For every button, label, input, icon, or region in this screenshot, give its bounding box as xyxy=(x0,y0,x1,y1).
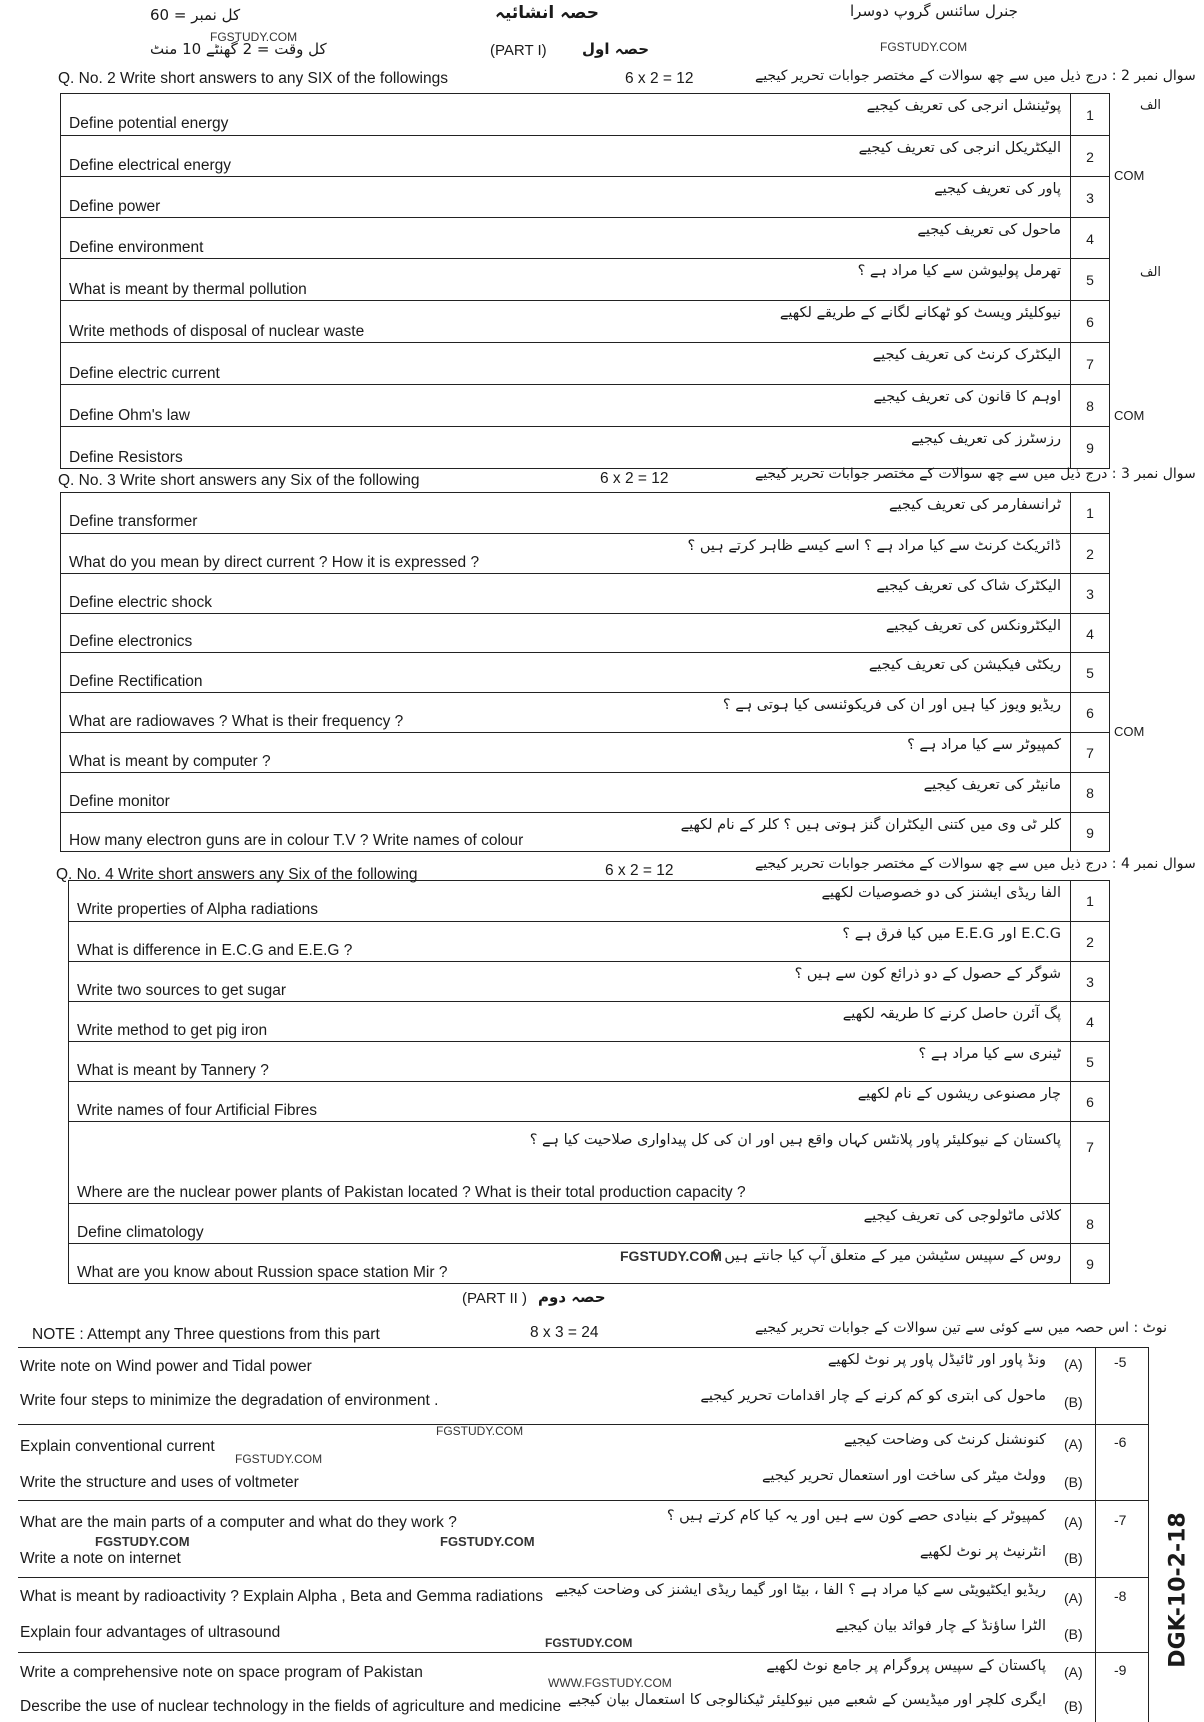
table-row xyxy=(69,1121,1109,1204)
q3-item-num: 9 xyxy=(1086,824,1094,841)
q9-a-ur: پاکستان کے سپیس پروگرام پر جامع نوٹ لکھیے xyxy=(766,1658,1046,1674)
table-row xyxy=(61,426,1109,469)
q9-b-en: Describe the use of nuclear technology in the fields of agriculture and medicine xyxy=(20,1698,562,1715)
q2-item-num: 2 xyxy=(1086,148,1094,165)
q2-item-num: 7 xyxy=(1086,356,1094,372)
q3-item-num: 1 xyxy=(1086,505,1094,521)
part2-label: (PART II ) xyxy=(462,1290,528,1307)
part2-note: NOTE : Attempt any Three questions from this part xyxy=(32,1326,380,1343)
q4-item-en: What are you know about Russion space station Mir ? xyxy=(77,1264,448,1281)
q5-b-en: Write four steps to minimize the degradation of environment . xyxy=(20,1392,439,1409)
q7-b-ur: انٹرنیٹ پر نوٹ لکھیے xyxy=(919,1544,1046,1560)
q3-table xyxy=(60,492,1110,852)
watermark: FGSTUDY.COM xyxy=(235,1452,323,1466)
q4-marks: 6 x 2 = 12 xyxy=(605,862,674,879)
q3-item-num: 7 xyxy=(1086,745,1094,761)
q9-b-ur: ایگری کلچر اور میڈیسن کے شعبے میں نیوکلیئر ٹیکنالوجی کا استعمال بیان کیجیے xyxy=(568,1692,1046,1708)
table-row xyxy=(69,1081,1109,1122)
q4-item-num: 4 xyxy=(1086,1014,1094,1030)
q6-b-en: Write the structure and uses of voltmeter xyxy=(20,1474,299,1491)
part1-urdu: حصہ اول xyxy=(582,40,650,58)
q3-item-en: What are radiowaves ? What is their frequency ? xyxy=(69,713,404,730)
table-row xyxy=(61,692,1109,733)
q3-item-ur: ریکٹی فیکیشن کی تعریف کیجیے xyxy=(868,657,1061,673)
q2-item-ur: نیوکلیئر ویسٹ کو ٹھکانے لگانے کے طریقے لکھیے xyxy=(779,305,1061,321)
q4-item-ur: کلائی ماٹولوجی کی تعریف کیجیے xyxy=(863,1208,1061,1224)
q2-marks: 6 x 2 = 12 xyxy=(625,70,694,87)
q3-item-en: How many electron guns are in colour T.V ? Write names of colour xyxy=(69,832,524,849)
q3-item-num: 8 xyxy=(1086,785,1094,801)
q7-b-en: Write a note on internet xyxy=(20,1550,181,1567)
q8-b-ur: الٹرا ساؤنڈ کے چار فوائد بیان کیجیے xyxy=(835,1618,1046,1634)
q3-item-ur: الیکٹرونکس کی تعریف کیجیے xyxy=(885,618,1061,634)
q3-item-ur: مانیٹر کی تعریف کیجیے xyxy=(923,777,1061,793)
table-row xyxy=(69,1001,1109,1042)
q3-item-en: Define monitor xyxy=(69,793,170,810)
q3-item-en: Define transformer xyxy=(69,513,198,530)
q6-a-en: Explain conventional current xyxy=(20,1438,215,1455)
q3-item-en: What is meant by computer ? xyxy=(69,753,271,770)
q2-item-en: Define power xyxy=(69,198,161,215)
q4-item-ur: E.C.G اور E.E.G میں کیا فرق ہے ؟ xyxy=(842,926,1061,942)
q8-a-en: What is meant by radioactivity ? Explain Alpha , Beta and Gemma radiations xyxy=(20,1588,543,1605)
watermark: FGSTUDY.COM xyxy=(880,40,968,54)
q4-item-num: 8 xyxy=(1086,1216,1094,1232)
table-row xyxy=(69,881,1109,921)
table-row xyxy=(69,921,1109,962)
watermark: FGSTUDY.COM xyxy=(545,1636,633,1650)
table-row xyxy=(61,652,1109,693)
q4-item-ur: شوگر کے حصول کے دو ذرائع کون سے ہیں ؟ xyxy=(794,966,1061,982)
q3-item-en: Define electronics xyxy=(69,633,193,650)
q2-item-ur: الیکٹرک کرنٹ کی تعریف کیجیے xyxy=(872,347,1061,363)
q2-heading: Q. No. 2 Write short answers to any SIX of the followings xyxy=(58,70,448,87)
q3-heading: Q. No. 3 Write short answers any Six of the following xyxy=(58,472,420,489)
q2-item-num: 3 xyxy=(1086,189,1094,206)
q5-a-label: (A) xyxy=(1064,1356,1083,1372)
q4-item-en: Write names of four Artificial Fibres xyxy=(77,1102,318,1119)
table-row xyxy=(61,493,1109,533)
q9-a-en: Write a comprehensive note on space program of Pakistan xyxy=(20,1664,423,1681)
table-row xyxy=(61,258,1109,301)
table-row xyxy=(61,613,1109,653)
side-mark: الف xyxy=(1140,98,1162,113)
table-row xyxy=(61,300,1109,343)
q5-num: -5 xyxy=(1114,1354,1127,1370)
q4-item-num: 2 xyxy=(1086,934,1094,950)
side-mark: COM xyxy=(1114,408,1145,423)
q4-item-num: 6 xyxy=(1086,1094,1094,1110)
q4-item-ur: الفا ریڈی ایشنز کی دو خصوصیات لکھیے xyxy=(821,885,1061,901)
watermark: FGSTUDY.COM xyxy=(210,30,298,44)
q6-b-ur: وولٹ میٹر کی ساخت اور استعمال تحریر کیجیے xyxy=(761,1468,1046,1484)
paper-title: حصہ انشائیہ xyxy=(495,3,600,23)
q3-item-num: 5 xyxy=(1086,665,1094,681)
q2-heading-urdu: سوال نمبر 2 : درج ذیل میں سے چھ سوالات کے مختصر جوابات تحریر کیجیے xyxy=(755,68,1196,84)
q8-a-ur: ریڈیو ایکٹیویٹی سے کیا مراد ہے ؟ الفا ، بیٹا اور گیما ریڈی ایشنز کی وضاحت کیجیے xyxy=(554,1582,1046,1598)
q8-b-en: Explain four advantages of ultrasound xyxy=(20,1624,281,1641)
q2-table xyxy=(60,93,1110,469)
q5-b-label: (B) xyxy=(1064,1394,1083,1410)
q8-a-label: (A) xyxy=(1064,1590,1083,1606)
q4-item-ur: چار مصنوعی ریشوں کے نام لکھیے xyxy=(857,1086,1061,1102)
q6-a-label: (A) xyxy=(1064,1436,1083,1452)
q3-item-num: 4 xyxy=(1086,625,1094,642)
q2-item-num: 4 xyxy=(1086,230,1094,247)
side-mark: COM xyxy=(1114,724,1145,739)
q2-item-en: Define Ohm's law xyxy=(69,407,190,424)
q2-item-ur: پوٹینشل انرجی کی تعریف کیجیے xyxy=(866,98,1061,114)
q9-num: -9 xyxy=(1114,1662,1127,1678)
q4-item-ur: ٹینری سے کیا مراد ہے ؟ xyxy=(918,1046,1061,1062)
q9-b-label: (B) xyxy=(1064,1698,1083,1714)
table-row xyxy=(61,533,1109,574)
q4-item-num: 1 xyxy=(1086,893,1094,909)
q4-item-ur: پگ آئرن حاصل کرنے کا طریقہ لکھیے xyxy=(842,1006,1061,1022)
q2-item-ur: ماحول کی تعریف کیجیے xyxy=(917,222,1061,238)
q3-item-num: 3 xyxy=(1086,586,1094,602)
q4-item-ur: پاکستان کے نیوکلیئر پاور پلانٹس کہاں واقع ہیں اور ان کی کل پیداواری صلاحیت کیا ہے ؟ xyxy=(529,1132,1061,1148)
part2-urdu: حصہ دوم xyxy=(538,1288,606,1306)
subject-group: جنرل سائنس گروپ دوسرا xyxy=(850,2,1018,20)
q3-item-en: Define electric shock xyxy=(69,594,213,611)
q3-item-en: Define Rectification xyxy=(69,673,203,690)
q2-item-en: Define environment xyxy=(69,239,204,256)
paper-code: DGK-10-2-18 xyxy=(1165,1512,1191,1668)
q2-item-num: 1 xyxy=(1086,106,1094,123)
q4-item-num: 7 xyxy=(1086,1138,1094,1155)
table-row xyxy=(61,217,1109,259)
q2-item-num: 5 xyxy=(1086,272,1094,288)
q3-item-ur: ڈائریکٹ کرنٹ سے کیا مراد ہے ؟ اسے کیسے ظاہر کرتے ہیں ؟ xyxy=(687,538,1061,554)
q3-item-ur: ٹرانسفارمر کی تعریف کیجیے xyxy=(889,497,1061,513)
q4-item-num: 3 xyxy=(1086,974,1094,990)
q6-a-ur: کنونشنل کرنٹ کی وضاحت کیجیے xyxy=(843,1432,1046,1448)
q7-a-ur: کمپیوٹر کے بنیادی حصے کون سے ہیں اور یہ کیا کام کرتے ہیں ؟ xyxy=(666,1508,1046,1524)
q2-item-en: Define electrical energy xyxy=(69,157,231,174)
table-row xyxy=(69,1041,1109,1082)
total-time: کل وقت = 2 گھنٹے 10 منٹ xyxy=(150,40,327,58)
q3-heading-urdu: سوال نمبر 3 : درج ذیل میں سے چھ سوالات کے مختصر جوابات تحریر کیجیے xyxy=(755,466,1196,482)
watermark: FGSTUDY.COM xyxy=(436,1424,524,1438)
side-mark: COM xyxy=(1114,168,1145,183)
watermark: FGSTUDY.COM xyxy=(440,1534,535,1549)
q5-a-en: Write note on Wind power and Tidal power xyxy=(20,1358,312,1375)
table-row xyxy=(69,1243,1109,1284)
table-row xyxy=(61,176,1109,218)
q5-a-ur: ونڈ پاور اور ٹائیڈل پاور پر نوٹ لکھیے xyxy=(827,1352,1046,1368)
q7-a-label: (A) xyxy=(1064,1514,1083,1530)
table-row xyxy=(61,732,1109,773)
q2-item-num: 6 xyxy=(1086,314,1094,330)
watermark: FGSTUDY.COM xyxy=(620,1248,722,1264)
q4-item-num: 9 xyxy=(1086,1256,1094,1272)
q3-item-en: What do you mean by direct current ? How it is expressed ? xyxy=(69,554,480,571)
watermark: FGSTUDY.COM xyxy=(95,1534,190,1549)
table-row xyxy=(61,94,1109,135)
q2-item-en: Define Resistors xyxy=(69,449,183,466)
q2-item-en: What is meant by thermal pollution xyxy=(69,281,307,298)
q4-item-en: What is difference in E.C.G and E.E.G ? xyxy=(77,942,353,959)
q7-num: -7 xyxy=(1114,1512,1127,1528)
watermark: WWW.FGSTUDY.COM xyxy=(548,1676,672,1690)
q2-item-en: Write methods of disposal of nuclear waste xyxy=(69,323,365,340)
q4-heading: Q. No. 4 Write short answers any Six of the following xyxy=(56,866,418,883)
q4-heading-urdu: سوال نمبر 4 : درج ذیل میں سے چھ سوالات کے مختصر جوابات تحریر کیجیے xyxy=(755,856,1196,872)
q4-item-en: Write method to get pig iron xyxy=(77,1022,268,1039)
total-marks: کل نمبر = 60 xyxy=(150,6,241,24)
q4-item-en: Where are the nuclear power plants of Pakistan located ? What is their total production capacity ? xyxy=(77,1184,746,1201)
q4-item-num: 5 xyxy=(1086,1054,1094,1070)
q4-table xyxy=(68,880,1110,1284)
q4-item-en: Write properties of Alpha radiations xyxy=(77,901,318,918)
q3-marks: 6 x 2 = 12 xyxy=(600,470,669,487)
q2-item-ur: الیکٹریکل انرجی کی تعریف کیجیے xyxy=(858,140,1061,156)
q2-item-en: Define potential energy xyxy=(69,115,229,132)
q3-item-ur: کمپیوٹر سے کیا مراد ہے ؟ xyxy=(907,737,1061,753)
q8-b-label: (B) xyxy=(1064,1626,1083,1642)
q6-num: -6 xyxy=(1114,1434,1127,1450)
q2-item-num: 8 xyxy=(1086,398,1094,414)
q8-num: -8 xyxy=(1114,1588,1127,1604)
q3-item-ur: ریڈیو ویوز کیا ہیں اور ان کی فریکوئنسی کیا ہوتی ہے ؟ xyxy=(722,697,1061,713)
table-row xyxy=(69,961,1109,1002)
table-row xyxy=(61,772,1109,813)
q5-b-ur: ماحول کی ابتری کو کم کرنے کے چار اقدامات تحریر کیجیے xyxy=(700,1388,1046,1404)
part1-label: (PART I) xyxy=(490,42,547,59)
q4-item-en: What is meant by Tannery ? xyxy=(77,1062,269,1079)
table-row xyxy=(61,342,1109,385)
q3-item-ur: کلر ٹی وی میں کتنی الیکٹران گنز ہوتی ہیں ؟ کلر کے نام لکھیے xyxy=(680,817,1061,833)
table-row xyxy=(61,384,1109,427)
q2-item-en: Define electric current xyxy=(69,365,220,382)
q7-b-label: (B) xyxy=(1064,1550,1083,1566)
q4-item-ur: روس کے سپیس سٹیشن میر کے متعلق آپ کیا جانتے ہیں ؟ xyxy=(712,1248,1061,1264)
q4-item-en: Write two sources to get sugar xyxy=(77,982,287,999)
q6-b-label: (B) xyxy=(1064,1474,1083,1490)
part2-marks: 8 x 3 = 24 xyxy=(530,1324,599,1341)
table-row xyxy=(69,1203,1109,1244)
q2-item-ur: رزسٹرز کی تعریف کیجیے xyxy=(911,431,1061,447)
part2-note-urdu: نوٹ : اس حصہ میں سے کوئی سے تین سوالات کے جوابات تحریر کیجیے xyxy=(755,1320,1167,1336)
q7-a-en: What are the main parts of a computer and what do they work ? xyxy=(20,1514,457,1531)
q3-item-ur: الیکٹرک شاک کی تعریف کیجیے xyxy=(876,578,1061,594)
q9-a-label: (A) xyxy=(1064,1664,1083,1680)
q2-item-ur: اوہم کا قانون کی تعریف کیجیے xyxy=(873,389,1061,405)
q2-item-ur: تھرمل پولیوشن سے کیا مراد ہے ؟ xyxy=(857,263,1061,279)
q2-item-num: 9 xyxy=(1086,440,1094,456)
q2-item-ur: پاور کی تعریف کیجیے xyxy=(934,181,1061,197)
q3-item-num: 2 xyxy=(1086,546,1094,562)
table-row xyxy=(61,573,1109,614)
side-mark: الف xyxy=(1140,265,1162,280)
q4-item-en: Define climatology xyxy=(77,1224,204,1241)
q3-item-num: 6 xyxy=(1086,705,1094,721)
table-row xyxy=(61,812,1109,852)
table-row xyxy=(61,135,1109,177)
